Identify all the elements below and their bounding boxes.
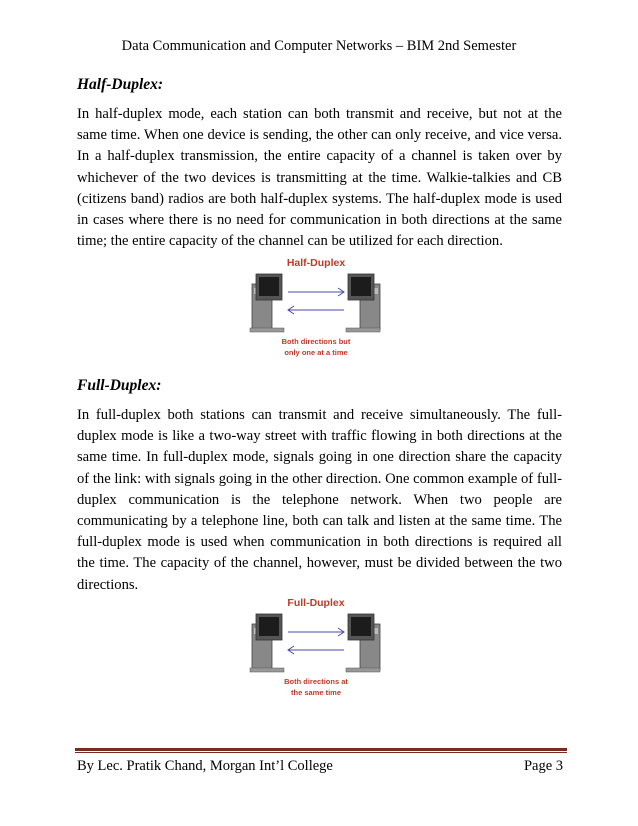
half-duplex-caption-line2: only one at a time <box>284 348 348 357</box>
arrow-left-icon <box>288 646 344 654</box>
arrow-right-icon <box>288 628 344 636</box>
footer-author: By Lec. Pratik Chand, Morgan Int’l College <box>77 758 333 774</box>
left-computer-icon <box>250 274 284 332</box>
page-number: Page 3 <box>523 758 563 774</box>
full-duplex-paragraph: In full-duplex both stations can transmit and receive simultaneously. The full-duplex mode is like a two-way street with traffic flowing in both directions at the same time. In full-duplex mode, signals going in one direction share the capacity of the link: with signals going in the other direction. One common example of full-duplex communication is the telephone network. When two people are communicating by a telephone line, both can talk and listen at the same time. The full-duplex mode is used when communication in both directions is required all the time. The capacity of the channel, however, must be divided between the two directions. <box>77 407 562 593</box>
left-computer-icon <box>250 614 284 672</box>
arrow-left-icon <box>288 306 344 314</box>
page-header: Data Communication and Computer Networks – BIM 2nd Semester <box>121 38 517 54</box>
full-duplex-figure-title: Full-Duplex <box>287 597 345 609</box>
full-duplex-heading: Full-Duplex: <box>77 377 162 394</box>
arrow-right-icon <box>288 288 344 296</box>
right-computer-icon <box>346 274 380 332</box>
full-duplex-caption-line1: Both directions at <box>284 677 348 686</box>
half-duplex-paragraph: In half-duplex mode, each station can both transmit and receive, but not at the same time. When one device is sending, the other can only receive, and vice versa. In a half-duplex transmission, the entire capacity of a channel is taken over by whichever of the two devices is transmitting at the time. Walkie-talkies and CB (citizens band) radios are both half-duplex systems. The half-duplex mode is used in cases where there is no need for communication in both directions at the same time; the entire capacity of the channel can be utilized for each direction. <box>77 106 562 250</box>
half-duplex-heading: Half-Duplex: <box>77 76 164 93</box>
right-computer-icon <box>346 614 380 672</box>
footer-divider <box>75 748 567 751</box>
half-duplex-figure-title: Half-Duplex <box>286 257 346 269</box>
half-duplex-diagram <box>240 248 400 368</box>
full-duplex-caption-line2: the same time <box>290 688 342 697</box>
footer-divider-thin <box>75 752 567 753</box>
half-duplex-caption-line1: Both directions but <box>281 337 351 346</box>
full-duplex-diagram <box>240 590 400 710</box>
